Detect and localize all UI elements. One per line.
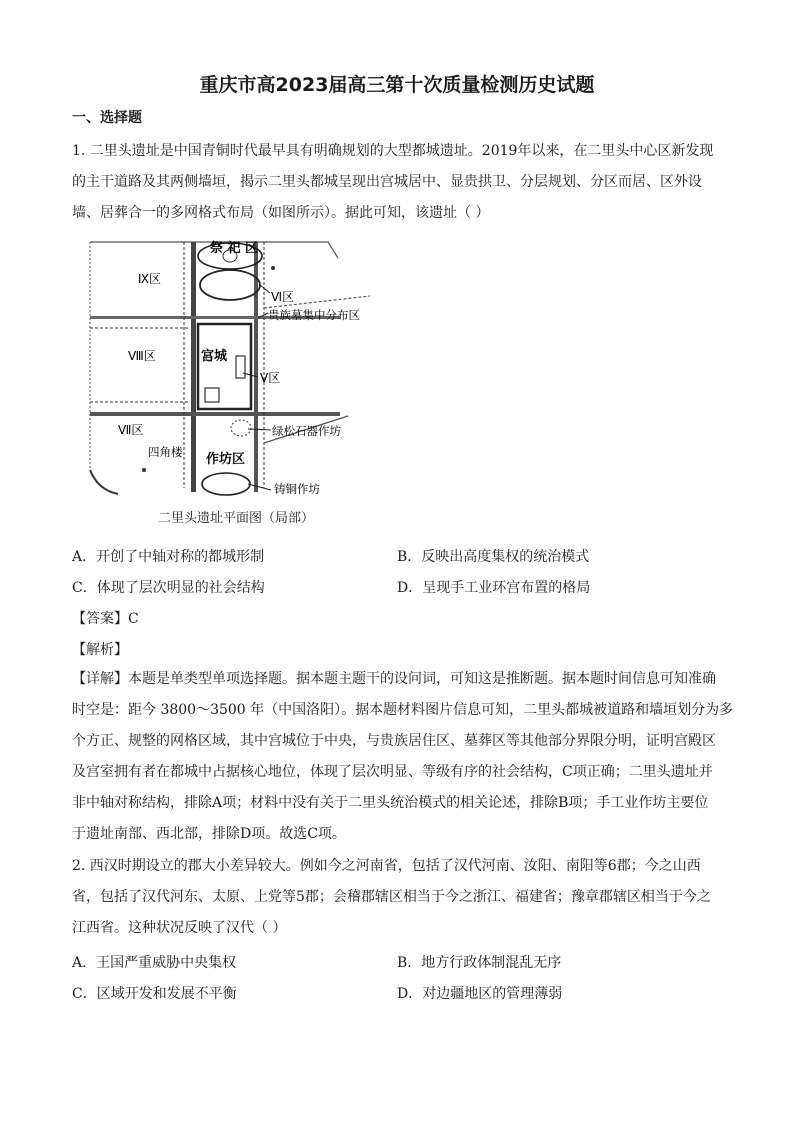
- answer-row: [72, 608, 139, 628]
- question-2-stem-line: 2. 西汉时期设立的郡大小差异较大。例如今之河南省，包括了汉代河南、汝阳、南阳等6郡；今之山西: [72, 858, 701, 874]
- site-plan-figure: [88, 238, 370, 496]
- question-2-stem-line: 江西省。这种状况反映了汉代（ ）: [72, 920, 287, 936]
- label-noble-tombs: 贵族墓集中分布区: [268, 308, 360, 322]
- detail-line: 【详解】本题是单类型单项选择题。据本题主题干的设问词，可知这是推断题。据本题时间信息可知准确: [72, 671, 716, 687]
- question-1-stem-line: 的主干道路及其两侧墙垣，揭示二里头都城呈现出宫城居中、显贵拱卫、分层规划、分区而居、区外设: [72, 174, 702, 190]
- label-zone-v: Ⅴ区: [260, 371, 281, 385]
- label-workshop-area: 作坊区: [206, 452, 246, 467]
- site-plan-map: [88, 238, 370, 496]
- q1-option-d[interactable]: D．呈现手工业环宫布置的格局: [397, 580, 591, 596]
- answer-value: C: [128, 611, 139, 627]
- q2-option-d[interactable]: D．对边疆地区的管理薄弱: [397, 986, 563, 1002]
- analysis-label: 【解析】: [72, 642, 128, 658]
- q1-option-c[interactable]: C．体现了层次明显的社会结构: [72, 580, 265, 596]
- question-1-stem-line: 墙、居葬合一的多网格式布局（如图所示）。据此可知，该遗址（ ）: [72, 205, 490, 221]
- q1-option-a[interactable]: A．开创了中轴对称的都城形制: [72, 549, 265, 565]
- q2-option-a[interactable]: A．王国严重威胁中央集权: [72, 955, 237, 971]
- label-bronze-workshop: 铸铜作坊: [274, 482, 320, 496]
- label-turquoise-workshop: 绿松石器作坊: [272, 424, 341, 438]
- question-2-stem: [72, 851, 722, 944]
- detail-label: 【详解】: [72, 671, 128, 687]
- label-zone-vii: Ⅶ区: [118, 423, 144, 437]
- detail-line: 于遗址南部、西北部，排除D项。故选C项。: [72, 826, 346, 842]
- page-title: 重庆市高2023届高三第十次质量检测历史试题: [199, 74, 595, 96]
- detail-line: 非中轴对称结构，排除A项；材料中没有关于二里头统治模式的相关论述，排除B项；手工业作坊主要位: [72, 795, 709, 811]
- detail-explanation: [72, 664, 734, 850]
- q2-option-c[interactable]: C．区域开发和发展不平衡: [72, 986, 237, 1002]
- detail-line: 个方正、规整的网格区域，其中宫城位于中央，与贵族居住区、墓葬区等其他部分界限分明，证明宫殿区: [72, 733, 716, 749]
- detail-line: 及宫室拥有者在都城中占据核心地位，体现了层次明显、等级有序的社会结构，C项正确；二里头遗址并: [72, 764, 713, 780]
- label-ritual-area: 祭 祀 区: [210, 241, 259, 256]
- label-zone-ix: Ⅸ区: [138, 272, 162, 286]
- question-2-stem-line: 省，包括了汉代河东、太原、上党等5郡；会稽郡辖区相当于今之浙江、福建省；豫章郡辖区相当于今之: [72, 889, 711, 905]
- q2-option-b[interactable]: B．地方行政体制混乱无序: [397, 955, 562, 971]
- label-palace-city: 宫城: [201, 349, 228, 364]
- label-zone-viii: Ⅷ区: [128, 349, 156, 363]
- figure-caption: 二里头遗址平面图（局部）: [158, 511, 315, 526]
- section-heading: 一、选择题: [72, 110, 142, 126]
- question-1-stem: [72, 136, 722, 229]
- answer-label: 【答案】: [72, 611, 128, 627]
- label-zone-vi: Ⅵ区: [271, 290, 295, 304]
- detail-line: 时空是：距今 3800～3500 年（中国洛阳）。据本题材料图片信息可知，二里头都城被道路和墙垣划分为多: [72, 702, 734, 718]
- label-corner-tower: 四角楼: [148, 445, 183, 459]
- q1-option-b[interactable]: B．反映出高度集权的统治模式: [397, 549, 590, 565]
- question-1-stem-line: 1. 二里头遗址是中国青铜时代最早具有明确规划的大型都城遗址。2019年以来，在二里头中心区新发现: [72, 143, 714, 159]
